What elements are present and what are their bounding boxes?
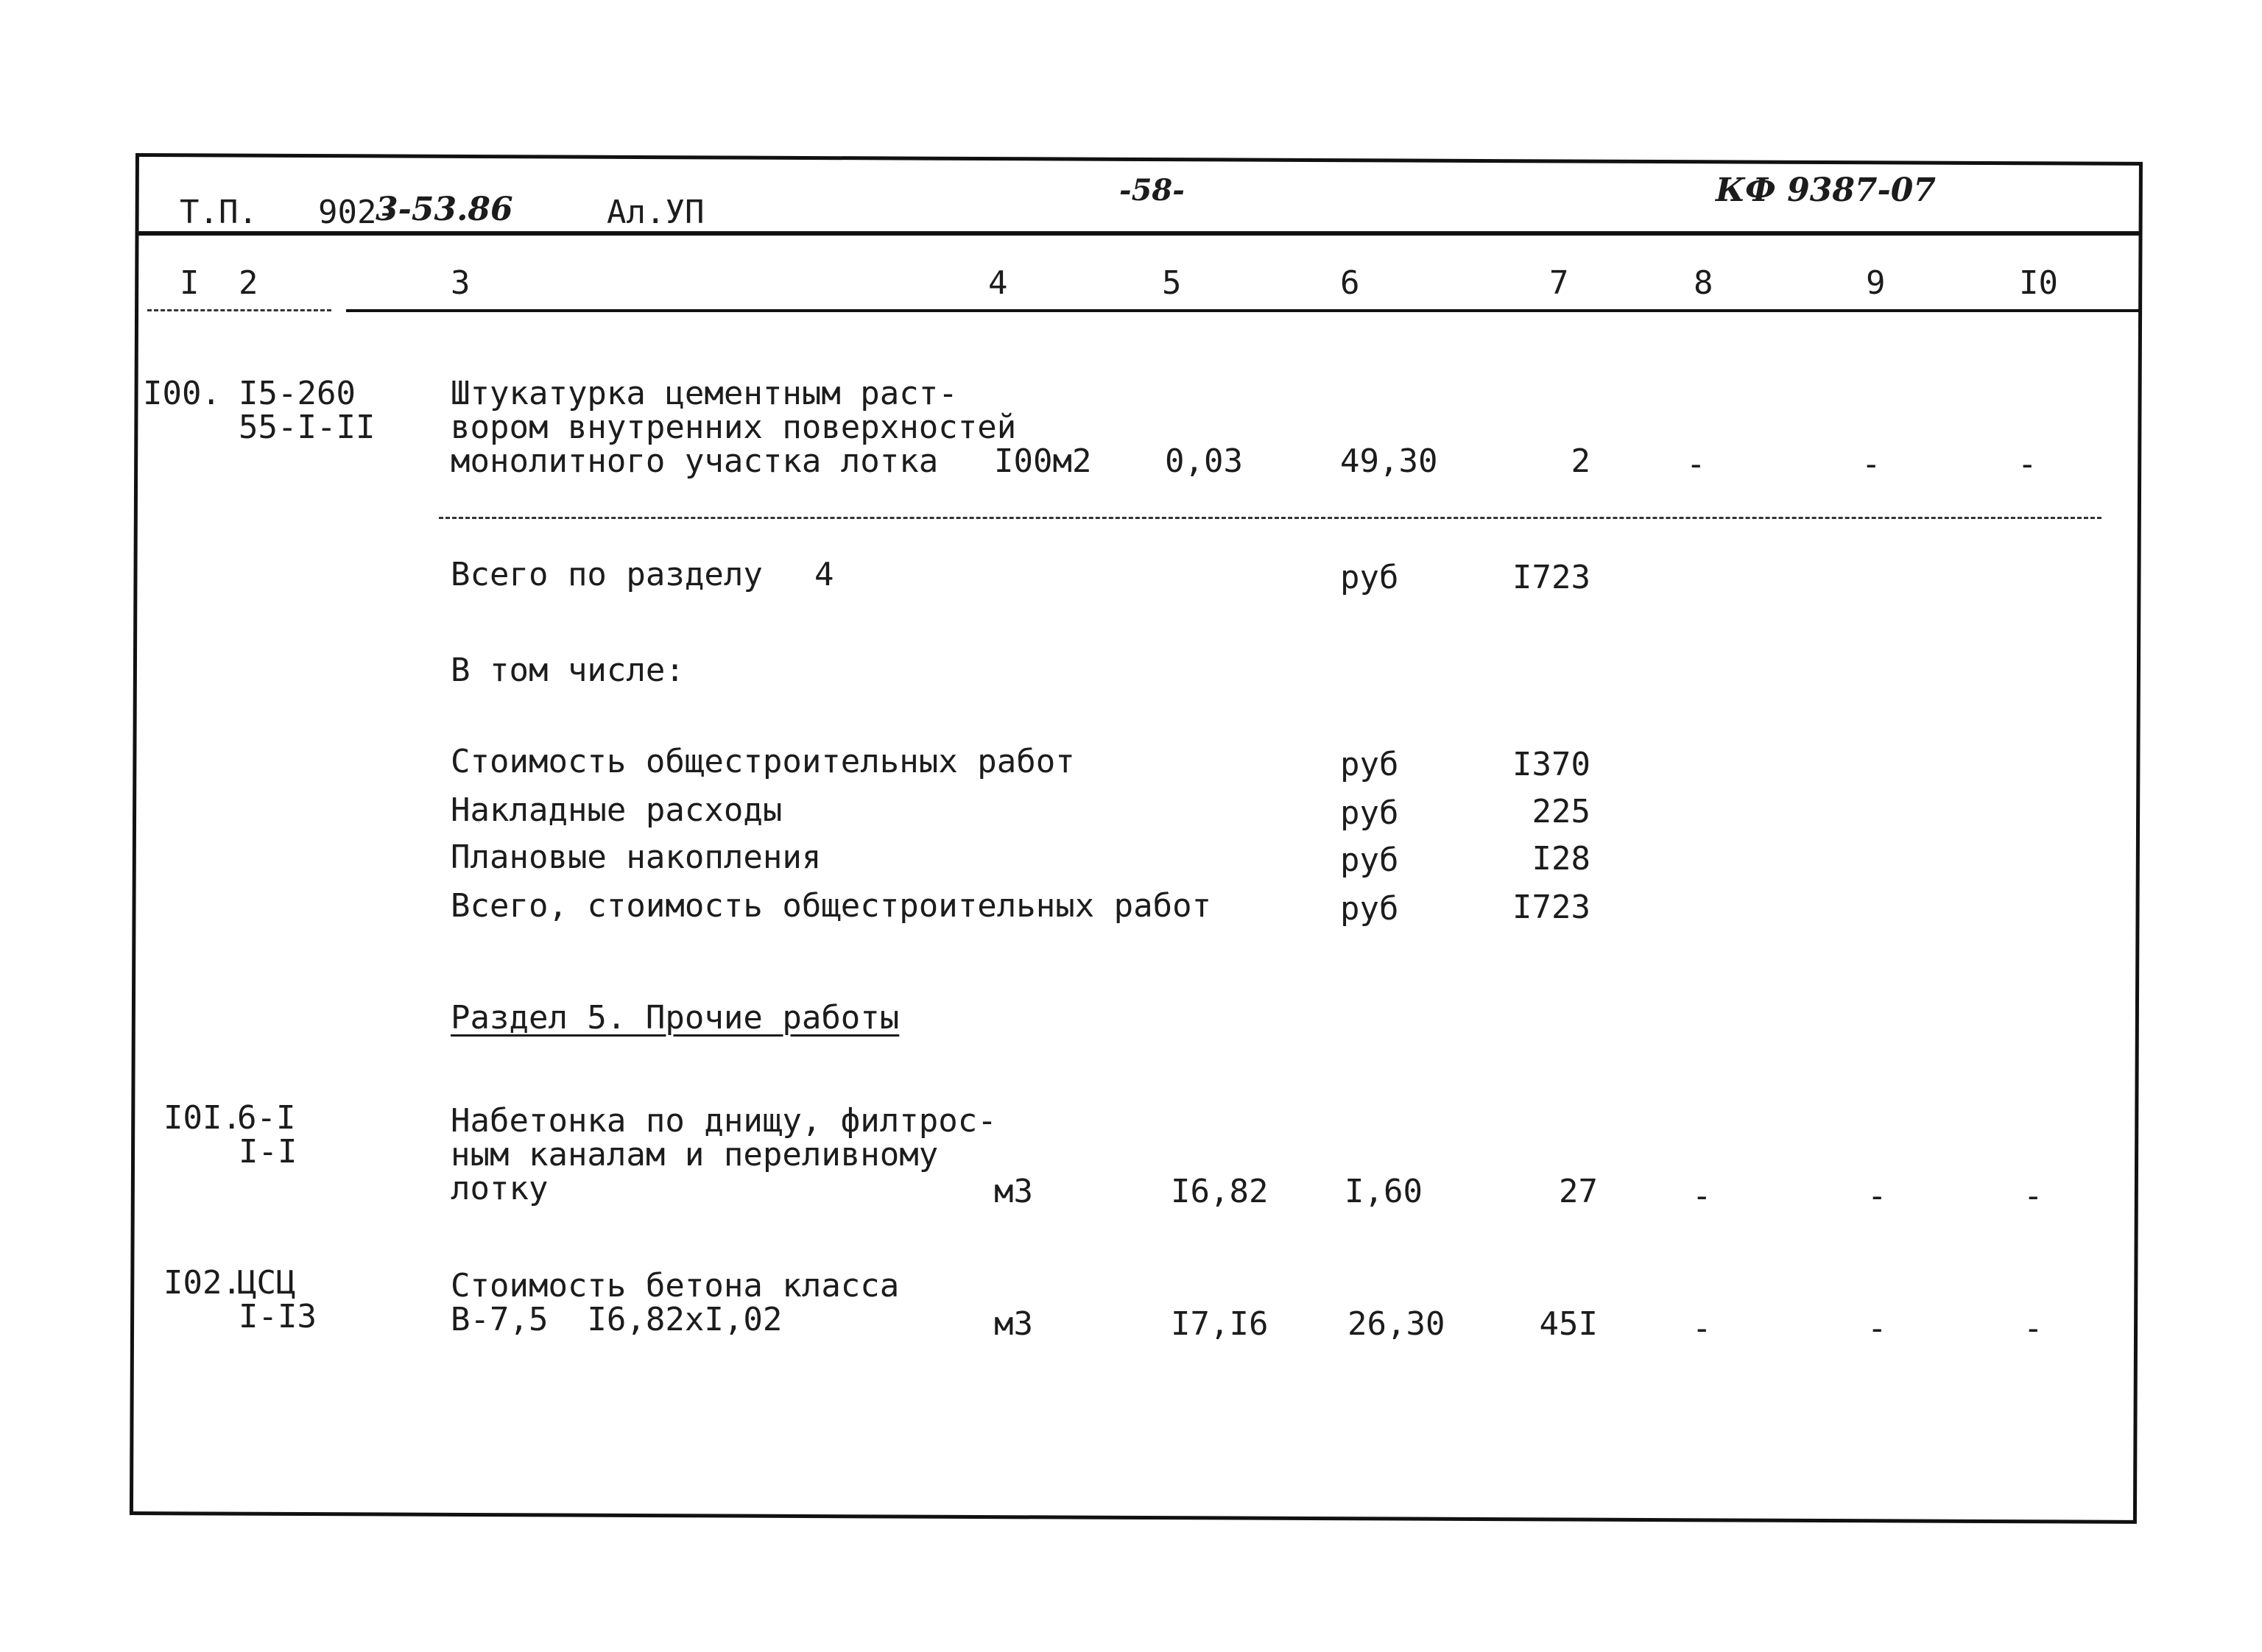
- row-unit: м3: [994, 1173, 1033, 1210]
- row-total: 45I: [1539, 1305, 1598, 1343]
- breakdown-value: I28: [1532, 840, 1590, 878]
- breakdown-label: Накладные расходы: [451, 791, 783, 829]
- row-code: I-I3: [239, 1298, 317, 1335]
- project-number-handwritten: 3-53.86: [376, 191, 513, 228]
- row-code: 6-I: [237, 1099, 296, 1137]
- col-header-8: 8: [1694, 264, 1713, 302]
- table-frame: [130, 153, 2143, 1524]
- row-total: 27: [1559, 1173, 1598, 1210]
- album-label: Ал.УП: [607, 194, 705, 231]
- section5-title: Раздел 5. Прочие работы: [451, 999, 900, 1037]
- row-col10: -: [2018, 445, 2037, 483]
- header-rule: [137, 231, 2140, 236]
- row-col8: -: [1686, 445, 1706, 483]
- row-unit: I00м2: [994, 442, 1092, 480]
- row-description: Стоимость бетона класса: [451, 1267, 900, 1305]
- row-unit: м3: [994, 1305, 1033, 1343]
- breakdown-label: Стоимость общестроительных работ: [451, 743, 1075, 780]
- row-code: 55-I-II: [239, 409, 376, 446]
- col-header-10: I0: [2019, 264, 2058, 302]
- row-col8: -: [1692, 1310, 1712, 1347]
- tp-label: Т.П.: [180, 194, 258, 231]
- row-number: I0I.: [163, 1099, 242, 1137]
- row-total: 2: [1571, 442, 1590, 480]
- row-number: I02.: [163, 1264, 242, 1302]
- column-header-dash: [147, 309, 331, 311]
- row-quantity: I6,82: [1171, 1173, 1269, 1210]
- page-number: -58-: [1119, 173, 1185, 208]
- row-description: В-7,5 I6,82хI,02: [451, 1301, 783, 1338]
- breakdown-value: 225: [1532, 793, 1590, 830]
- row-col9: -: [1867, 1310, 1887, 1347]
- section-total-value: I723: [1512, 559, 1590, 596]
- row-description: лотку: [451, 1170, 549, 1207]
- row-col8: -: [1692, 1177, 1712, 1215]
- breakdown-unit: руб: [1340, 890, 1399, 928]
- col-header-6: 6: [1340, 264, 1360, 302]
- breakdown-unit: руб: [1340, 794, 1399, 832]
- including-label: В том числе:: [451, 652, 685, 689]
- project-prefix: 902-: [318, 194, 396, 231]
- row-code: I5-260: [239, 375, 356, 412]
- row-description: вором внутренних поверхностей: [451, 409, 1017, 446]
- row-price: 49,30: [1340, 442, 1438, 480]
- col-header-1: I: [180, 264, 200, 302]
- document-code: КФ 9387-07: [1716, 172, 1937, 209]
- col-header-2: 2: [239, 264, 258, 302]
- breakdown-label: Всего, стоимость общестроительных работ: [451, 887, 1212, 925]
- row-description: монолитного участка лотка: [451, 442, 939, 480]
- row-price: 26,30: [1347, 1305, 1445, 1343]
- row-description: ным каналам и переливному: [451, 1136, 939, 1173]
- row-quantity: 0,03: [1165, 442, 1243, 480]
- row-number: I00.: [143, 375, 221, 412]
- breakdown-unit: руб: [1340, 841, 1399, 879]
- row-description: Штукатурка цементным раст-: [451, 375, 958, 412]
- row-code: I-I: [239, 1133, 297, 1171]
- subtotal-separator: [439, 517, 2101, 519]
- section-total-unit: руб: [1340, 559, 1399, 596]
- row-quantity: I7,I6: [1171, 1305, 1269, 1343]
- col-header-3: 3: [451, 264, 471, 302]
- col-header-9: 9: [1866, 264, 1886, 302]
- breakdown-value: I370: [1512, 746, 1590, 783]
- row-col10: -: [2023, 1310, 2043, 1347]
- col-header-5: 5: [1162, 264, 1182, 302]
- col-header-7: 7: [1549, 264, 1569, 302]
- column-header-rule: [346, 309, 2140, 312]
- row-code: ЦСЦ: [237, 1264, 296, 1302]
- section-total-number: 4: [814, 556, 834, 593]
- row-price: I,60: [1345, 1173, 1423, 1210]
- breakdown-unit: руб: [1340, 746, 1399, 783]
- row-col9: -: [1867, 1177, 1887, 1215]
- breakdown-label: Плановые накопления: [451, 839, 822, 876]
- row-description: Набетонка по днищу, филтрос-: [451, 1102, 997, 1140]
- row-col9: -: [1861, 445, 1881, 483]
- row-col10: -: [2023, 1177, 2043, 1215]
- col-header-4: 4: [988, 264, 1008, 302]
- section-total-label: Всего по разделу: [451, 556, 763, 593]
- breakdown-value: I723: [1512, 889, 1590, 926]
